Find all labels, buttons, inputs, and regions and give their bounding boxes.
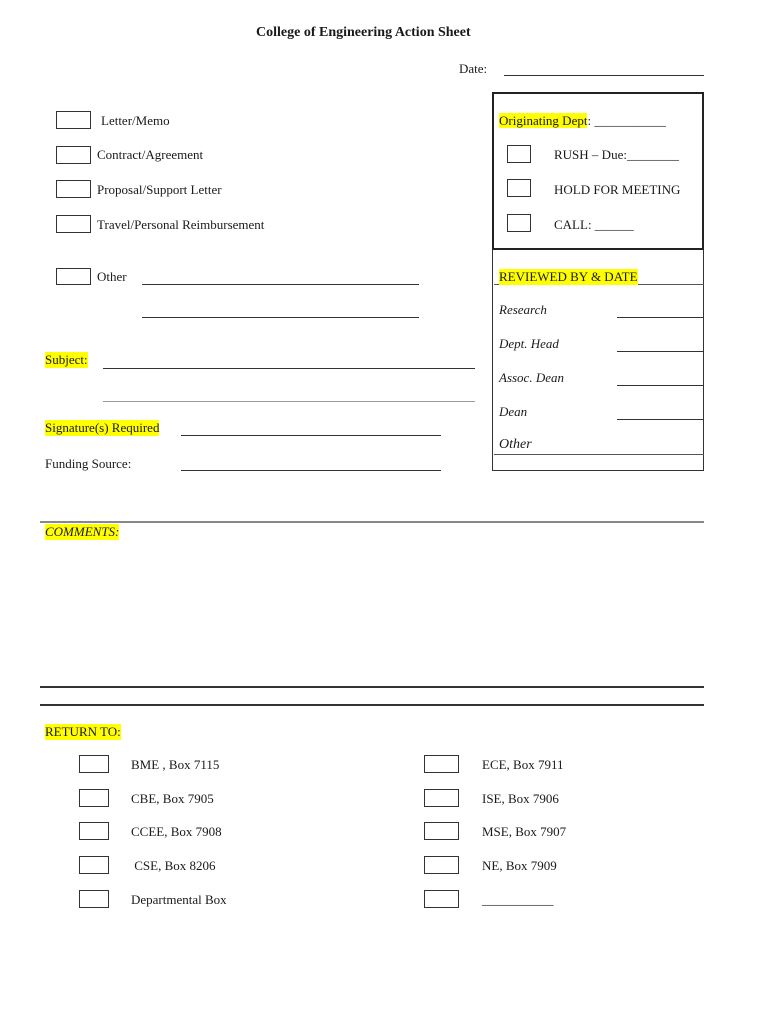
call-label: CALL: ______ (554, 217, 634, 232)
reviewer-research-label: Research (499, 302, 547, 317)
reviewer-other-field[interactable] (494, 454, 704, 455)
return-ccee-checkbox[interactable] (79, 822, 109, 840)
reviewer-other-label: Other (499, 437, 532, 452)
hold-for-meeting-checkbox[interactable] (507, 179, 531, 197)
contract-agreement-checkbox[interactable] (56, 146, 91, 164)
originating-dept-label: Originating Dept (499, 113, 588, 128)
originating-dept-field[interactable]: : ___________ (587, 113, 666, 128)
return-cbe-checkbox[interactable] (79, 789, 109, 807)
return-mse-label: MSE, Box 7907 (482, 824, 567, 839)
date-label: Date: (459, 61, 488, 76)
reviewer-dept-head-label: Dept. Head (499, 336, 559, 351)
signature-label: Signature(s) Required (45, 420, 160, 435)
return-departmental-checkbox[interactable] (79, 890, 109, 908)
return-ne-label: NE, Box 7909 (482, 858, 557, 873)
comments-area[interactable] (40, 545, 704, 683)
signature-field[interactable] (181, 435, 441, 436)
funding-label: Funding Source: (45, 456, 132, 471)
subject-label: Subject: (45, 352, 88, 367)
return-cbe-label: CBE, Box 7905 (131, 791, 214, 806)
return-ise-checkbox[interactable] (424, 789, 459, 807)
proposal-support-letter-label: Proposal/Support Letter (97, 182, 222, 197)
proposal-support-letter-checkbox[interactable] (56, 180, 91, 198)
return-top-rule (40, 704, 704, 706)
return-ne-checkbox[interactable] (424, 856, 459, 874)
call-checkbox[interactable] (507, 214, 531, 232)
return-bme-label: BME , Box 7115 (131, 757, 220, 772)
contract-agreement-label: Contract/Agreement (97, 147, 204, 162)
travel-reimbursement-checkbox[interactable] (56, 215, 91, 233)
reviewer-dean-field[interactable] (617, 419, 704, 420)
form-title: College of Engineering Action Sheet (256, 25, 471, 40)
other-field-line-1[interactable] (142, 284, 419, 285)
return-ccee-label: CCEE, Box 7908 (131, 824, 222, 839)
funding-field[interactable] (181, 470, 441, 471)
other-checkbox[interactable] (56, 268, 91, 285)
originating-dept (499, 113, 666, 129)
return-cse-checkbox[interactable] (79, 856, 109, 874)
return-ece-checkbox[interactable] (424, 755, 459, 773)
rush-checkbox[interactable] (507, 145, 531, 163)
date-field[interactable] (504, 75, 704, 76)
reviewed-header: REVIEWED BY & DATE (499, 269, 638, 284)
other-label: Other (97, 269, 127, 284)
return-mse-checkbox[interactable] (424, 822, 459, 840)
reviewer-assoc-dean-field[interactable] (617, 385, 704, 386)
subject-field-line-1[interactable] (103, 368, 475, 369)
reviewer-research-field[interactable] (617, 317, 704, 318)
return-to-label: RETURN TO: (45, 724, 121, 739)
comments-top-rule (40, 521, 704, 523)
letter-memo-checkbox[interactable] (56, 111, 91, 129)
other-field-line-2[interactable] (142, 317, 419, 318)
return-bme-checkbox[interactable] (79, 755, 109, 773)
return-other-checkbox[interactable] (424, 890, 459, 908)
subject-field-line-2[interactable] (103, 401, 475, 402)
travel-reimbursement-label: Travel/Personal Reimbursement (97, 217, 265, 232)
reviewer-assoc-dean-label: Assoc. Dean (499, 370, 564, 385)
return-cse-label: CSE, Box 8206 (131, 858, 216, 873)
return-other-field[interactable]: ___________ (482, 892, 554, 907)
return-ece-label: ECE, Box 7911 (482, 757, 564, 772)
letter-memo-label: Letter/Memo (101, 113, 170, 128)
return-departmental-label: Departmental Box (131, 892, 227, 907)
rush-label: RUSH – Due:________ (554, 147, 679, 162)
comments-bottom-rule (40, 686, 704, 688)
comments-label: COMMENTS: (45, 524, 120, 539)
hold-for-meeting-label: HOLD FOR MEETING (554, 182, 681, 197)
reviewer-dept-head-field[interactable] (617, 351, 704, 352)
reviewer-dean-label: Dean (499, 404, 528, 419)
return-ise-label: ISE, Box 7906 (482, 791, 559, 806)
